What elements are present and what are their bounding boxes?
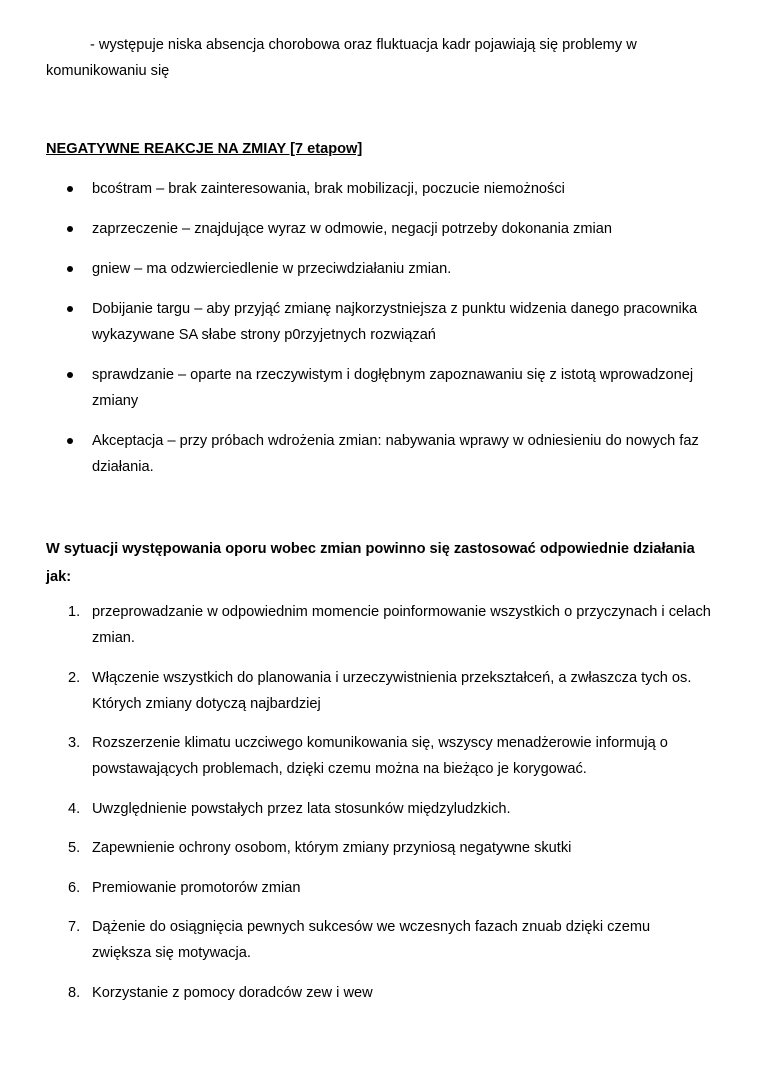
negative-reactions-list bbox=[0, 176, 760, 494]
list-item-text: Korzystanie z pomocy doradców zew i wew bbox=[92, 984, 373, 1001]
list-item-text: Rozszerzenie klimatu uczciwego komunikowania się, wszyscy menadżerowie informują o powstawających problemach, dzięki czemu można na bieżąco je korygować. bbox=[92, 735, 668, 777]
list-item bbox=[0, 428, 712, 480]
list-item bbox=[0, 914, 712, 966]
list-item-text: gniew – ma odzwierciedlenie w przeciwdziałaniu zmian. bbox=[92, 261, 452, 277]
list-item bbox=[0, 176, 712, 202]
list-item bbox=[0, 256, 712, 282]
list-item bbox=[0, 980, 712, 1006]
bullet-icon bbox=[67, 438, 73, 444]
bullet-icon bbox=[67, 226, 73, 232]
list-item-text: przeprowadzanie w odpowiednim momencie poinformowanie wszystkich o przyczynach i celach zmian. bbox=[92, 604, 711, 646]
list-item bbox=[0, 362, 712, 414]
list-item-number: 7. bbox=[68, 919, 81, 935]
bullet-icon bbox=[67, 186, 73, 192]
list-item-text: Akceptacja – przy próbach wdrożenia zmian: nabywania wprawy w odniesieniu do nowych faz działania. bbox=[92, 433, 699, 475]
list-item bbox=[0, 835, 712, 861]
list-item-number: 3. bbox=[68, 735, 81, 751]
list-item bbox=[0, 296, 712, 348]
list-item-number: 6. bbox=[68, 879, 81, 896]
list-item-text: sprawdzanie – oparte na rzeczywistym i dogłębnym zapoznawaniu się z istotą wprowadzonej zmiany bbox=[92, 367, 694, 409]
list-item-text: zaprzeczenie – znajdujące wyraz w odmowie, negacji potrzeby dokonania zmian bbox=[92, 221, 612, 237]
bullet-icon bbox=[67, 306, 73, 312]
intro-paragraph bbox=[46, 32, 716, 84]
list-item bbox=[0, 730, 712, 782]
list-item-text: Uwzględnienie powstałych przez lata stosunków międzyludzkich. bbox=[92, 800, 511, 817]
list-item bbox=[0, 599, 712, 651]
list-item bbox=[0, 875, 712, 901]
list-item bbox=[0, 796, 712, 822]
bullet-icon bbox=[67, 372, 73, 378]
intro-text: - występuje niska absencja chorobowa oraz fluktuacja kadr pojawiają się problemy w komunikowaniu się bbox=[46, 37, 637, 79]
list-item bbox=[0, 216, 712, 242]
list-item-text: Premiowanie promotorów zmian bbox=[92, 879, 301, 896]
list-item-number: 2. bbox=[68, 669, 81, 686]
list-item-number: 4. bbox=[68, 800, 81, 817]
list-item-number: 1. bbox=[68, 604, 81, 620]
list-item-number: 8. bbox=[68, 984, 81, 1001]
list-item-text: bcośtram – brak zainteresowania, brak mobilizacji, poczucie niemożności bbox=[92, 181, 565, 197]
resistance-actions-list bbox=[0, 599, 760, 1019]
list-item-number: 5. bbox=[68, 840, 81, 856]
list-item-text: Zapewnienie ochrony osobom, którym zmiany przyniosą negatywne skutki bbox=[92, 840, 572, 856]
list-item-text: Dobijanie targu – aby przyjąć zmianę najkorzystniejsza z punktu widzenia danego pracownika wykazywane SA słabe strony p0rzyjetnych rozwiązań bbox=[92, 301, 698, 343]
list-item bbox=[0, 665, 712, 717]
section-heading-resistance-actions: W sytuacji występowania oporu wobec zmian powinno się zastosować odpowiednie działania jak: bbox=[46, 541, 695, 585]
section-heading-negative-reactions: NEGATYWNE REAKCJE NA ZMIAY [7 etapow] bbox=[46, 141, 363, 157]
list-item-text: Dążenie do osiągnięcia pewnych sukcesów we wczesnych fazach znuab dzięki czemu zwiększa się motywacja. bbox=[92, 919, 651, 961]
bullet-icon bbox=[67, 266, 73, 272]
list-item-text: Włączenie wszystkich do planowania i urzeczywistnienia przekształceń, a zwłaszcza tych os. Których zmiany dotyczą najbardziej bbox=[92, 669, 692, 712]
